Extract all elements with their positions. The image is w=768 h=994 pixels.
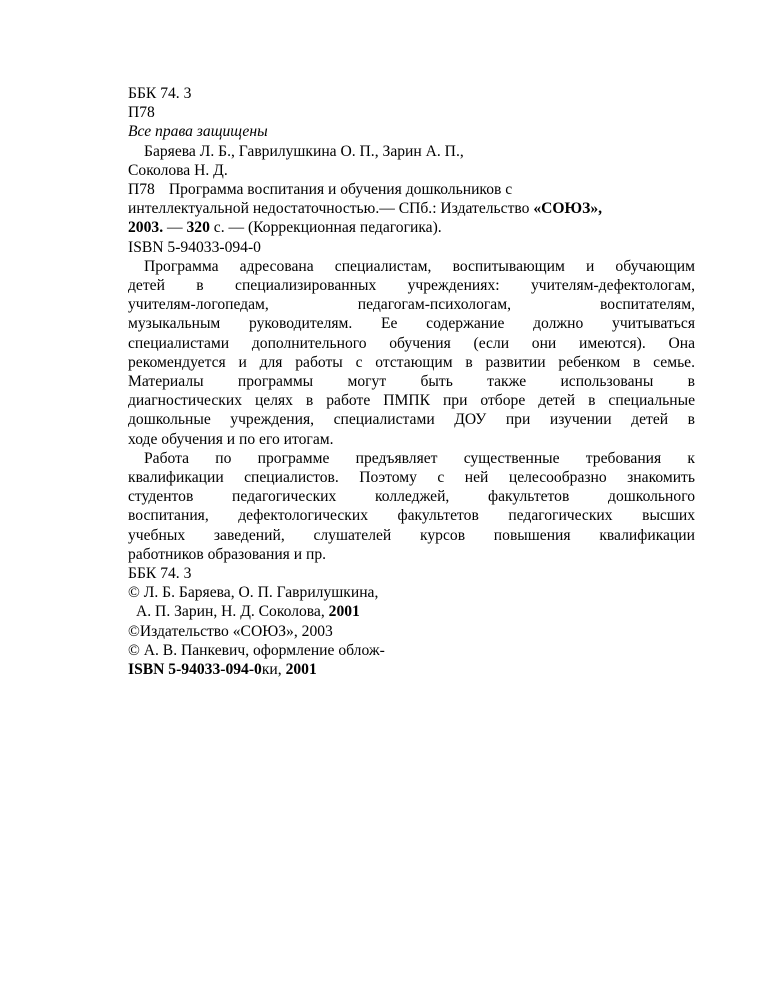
title-line-3	[128, 218, 695, 237]
page-count: 320	[186, 219, 210, 237]
abstract-1-line: учителям-логопедам, педагогам-психологам, воспитателям,	[128, 296, 695, 314]
abstract-2-line: Работа по программе предъявляет существенные требования к	[144, 449, 695, 467]
abstract-1-line: музыкальным руководителям. Ее содержание должно учитываться	[128, 315, 695, 333]
abstract-2-line: учебных заведений, слушателей курсов повышения квалификации	[128, 526, 695, 544]
abstract-1-line: дошкольные учреждения, специалистами ДОУ при изучении детей в	[128, 411, 695, 429]
copyright-cover-design: © А. В. Панкевич, оформление облож-	[128, 641, 385, 659]
cover-design-year: 2001	[285, 661, 317, 679]
footer-isbn-line	[128, 660, 695, 679]
pages-separator: —	[163, 219, 187, 237]
bbk-code: ББК 74. 3	[128, 85, 192, 102]
copyright-authors-names: А. П. Зарин, Н. Д. Соколова,	[136, 603, 329, 621]
imprint-page	[128, 84, 695, 679]
abstract-2-line: студентов педагогических колледжей, факультетов дошкольного	[128, 488, 695, 506]
title-line-1	[128, 180, 695, 199]
abstract-1-line: Программа адресована специалистам, воспитывающим и обучающим	[144, 257, 695, 275]
cover-design-end: ки,	[261, 661, 286, 679]
title-code: П78	[128, 181, 155, 199]
copyright-authors-year: 2001	[328, 603, 360, 621]
copyright-authors-line-1: © Л. Б. Баряева, О. П. Гаврилушкина,	[128, 584, 379, 602]
title-text: Программа воспитания и обучения дошкольников с	[168, 181, 513, 199]
abstract-paragraph-2	[128, 449, 695, 564]
abstract-1-line: специалистами дополнительного обучения (если они имеются). Она	[128, 334, 695, 352]
footer-isbn: ISBN 5-94033-094-0	[128, 661, 262, 679]
rights-notice: Все права защищены	[128, 123, 268, 141]
abstract-2-line: работников образования и пр.	[128, 545, 327, 563]
title-line-2-text: интеллектуальной недостаточностью.— СПб.: Издательство	[128, 200, 534, 218]
copyright-authors-line-2	[128, 602, 695, 621]
author-mark: П78	[128, 104, 155, 122]
abstract-2-line: воспитания, дефектологических факультетов педагогических высших	[128, 507, 695, 525]
publisher-name: «СОЮЗ»,	[533, 200, 603, 218]
abstract-1-line: диагностических целях в работе ПМПК при отборе детей в специальные	[128, 392, 695, 410]
authors-line-1: Баряева Л. Б., Гаврилушкина О. П., Зарин А. П.,	[144, 142, 464, 160]
abstract-2-line: квалификации специалистов. Поэтому с ней целесообразно знакомить	[128, 469, 695, 487]
abstract-1-line: ходе обучения и по его итогам.	[128, 430, 334, 448]
isbn-line: ISBN 5-94033-094-0	[128, 238, 261, 256]
abstract-1-line: Материалы программы могут быть также использованы в	[128, 373, 695, 391]
abstract-1-line: детей в специализированных учреждениях: учителям-дефектологам,	[128, 277, 695, 295]
abstract-1-line: рекомендуется и для работы с отстающим в развитии ребенком в семье.	[128, 353, 695, 371]
abstract-paragraph-1	[128, 257, 695, 449]
copyright-publisher: ©Издательство «СОЮЗ», 2003	[128, 622, 333, 640]
publication-year: 2003.	[128, 219, 164, 237]
authors-line-2: Соколова Н. Д.	[128, 161, 228, 179]
title-line-2	[128, 199, 695, 218]
footer-bbk-code: ББК 74. 3	[128, 565, 192, 583]
series-text: с. — (Коррекционная педагогика).	[209, 219, 442, 237]
